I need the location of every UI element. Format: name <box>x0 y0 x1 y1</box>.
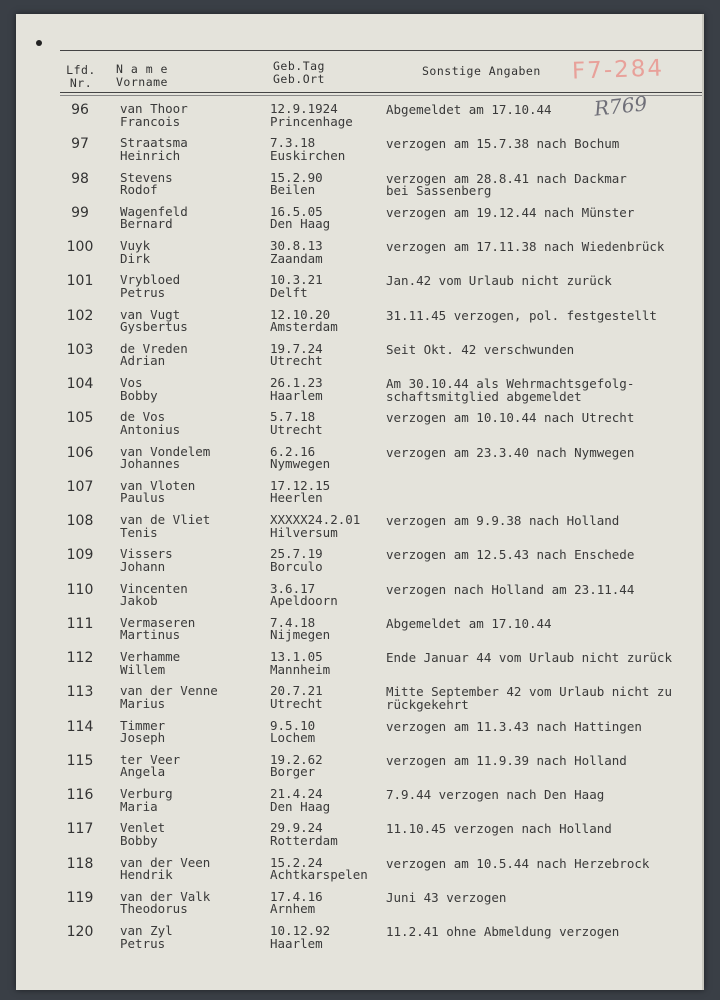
row-number: 98 <box>71 170 89 187</box>
surname: ter Veer <box>120 751 181 767</box>
name-cell <box>120 240 150 265</box>
name-cell <box>120 477 196 506</box>
punch-hole <box>36 40 42 46</box>
given-name: Bernard <box>120 216 173 232</box>
given-name: Jakob <box>120 593 158 608</box>
table-row <box>16 410 704 444</box>
note-line-1: Abgemeldet am 17.10.44 <box>386 615 552 631</box>
surname: van der Veen <box>120 854 211 870</box>
birth-cell <box>270 477 331 506</box>
notes-cell <box>386 341 575 357</box>
birth-date: 16.5.05 <box>270 203 323 219</box>
note-line-1: Ende Januar 44 vom Urlaub nicht zurück <box>386 650 672 665</box>
row-number: 102 <box>66 307 94 324</box>
table-row <box>16 821 704 855</box>
table-row <box>16 856 704 890</box>
surname: Vos <box>120 375 143 390</box>
name-cell <box>120 788 173 813</box>
birth-place: Lochem <box>270 730 316 745</box>
name-cell <box>120 203 188 232</box>
birth-place: Nymwegen <box>270 456 331 471</box>
birth-cell <box>270 340 323 369</box>
name-cell <box>120 137 188 162</box>
birth-date: 7.4.18 <box>270 614 316 630</box>
table-row <box>16 616 704 650</box>
given-name: Petrus <box>120 935 166 951</box>
given-name: Angela <box>120 764 166 780</box>
birth-place: Achtkarspelen <box>270 867 368 882</box>
birth-date: 9.5.10 <box>270 717 316 733</box>
birth-place: Zaandam <box>270 250 323 266</box>
note-line-1: 11.10.45 verzogen nach Holland <box>386 821 612 837</box>
name-cell <box>120 925 173 950</box>
birth-date: 25.7.19 <box>270 546 323 562</box>
birth-place: Den Haag <box>270 798 331 814</box>
note-line-1: verzogen am 17.11.38 nach Wiedenbrück <box>386 239 665 254</box>
header-name-line1: N a m e <box>116 62 168 76</box>
handwritten-annotation: R769 <box>592 91 649 121</box>
birth-cell <box>270 169 323 197</box>
row-number: 111 <box>66 615 94 632</box>
note-line-1: 11.2.41 ohne Abmeldung verzogen <box>386 924 620 939</box>
notes-cell <box>386 170 627 198</box>
note-line-1: verzogen am 15.7.38 nach Bochum <box>386 136 620 152</box>
given-name: Martinus <box>120 627 181 643</box>
note-line-1: Abgemeldet am 17.10.44 <box>386 102 552 117</box>
name-cell <box>120 651 180 676</box>
note-line-2: bei Sassenberg <box>386 183 492 198</box>
birth-date: 12.9.1924 <box>270 101 338 116</box>
notes-cell <box>386 378 634 403</box>
notes-cell <box>386 855 650 871</box>
birth-date: 17.12.15 <box>270 477 331 493</box>
birth-date: 20.7.21 <box>270 683 323 699</box>
notes-cell <box>386 789 604 802</box>
header-rule-bottom <box>60 92 702 93</box>
birth-place: Rotterdam <box>270 832 338 848</box>
note-line-1: verzogen am 12.5.43 nach Enschede <box>386 547 635 563</box>
birth-date: 29.9.24 <box>270 820 323 836</box>
surname: van Vloten <box>120 477 196 493</box>
notes-cell <box>386 275 612 288</box>
name-cell <box>120 580 188 608</box>
note-line-1: Juni 43 verzogen <box>386 889 507 905</box>
birth-date: 10.3.21 <box>270 272 323 288</box>
name-cell <box>120 614 196 643</box>
birth-date: 5.7.18 <box>270 409 316 425</box>
notes-cell <box>386 138 619 151</box>
notes-cell <box>386 823 612 836</box>
birth-date: 6.2.16 <box>270 443 316 459</box>
birth-cell <box>270 788 330 813</box>
note-line-1: verzogen am 11.9.39 nach Holland <box>386 752 627 768</box>
surname: van der Venne <box>120 683 218 699</box>
notes-cell <box>386 581 635 597</box>
note-line-1: Am 30.10.44 als Wehrmachtsgefolg- <box>386 376 635 391</box>
birth-cell <box>270 888 323 917</box>
name-cell <box>120 685 218 710</box>
note-line-1: verzogen am 9.9.38 nach Holland <box>386 513 620 528</box>
name-cell <box>120 103 188 128</box>
birth-cell <box>270 751 323 780</box>
row-number: 101 <box>66 273 94 290</box>
birth-cell <box>270 274 323 299</box>
table-row <box>16 650 704 684</box>
birth-cell <box>270 925 330 950</box>
birth-date: 30.8.13 <box>270 238 323 253</box>
birth-cell <box>270 306 338 334</box>
birth-date: 13.1.05 <box>270 649 323 664</box>
birth-place: Nijmegen <box>270 627 331 643</box>
table-row <box>16 445 704 479</box>
birth-cell <box>270 203 331 232</box>
given-name: Bobby <box>120 387 158 403</box>
note-line-1: verzogen nach Holland am 23.11.44 <box>386 581 635 597</box>
birth-place: Amsterdam <box>270 319 338 334</box>
note-line-1: verzogen am 23.3.40 nach Nymwegen <box>386 444 635 460</box>
notes-cell <box>386 515 619 528</box>
table-row <box>16 787 704 821</box>
given-name: Dirk <box>120 250 151 266</box>
row-number: 119 <box>66 889 94 906</box>
notes-cell <box>386 926 619 939</box>
header-birth-line2: Geb.Ort <box>273 72 325 86</box>
row-number: 113 <box>66 684 94 701</box>
notes-cell <box>386 204 635 220</box>
header-name-line2: Vorname <box>116 75 168 89</box>
surname: van Thoor <box>120 101 188 116</box>
surname: van der Valk <box>120 888 211 904</box>
surname: Wagenfeld <box>120 203 188 219</box>
name-cell <box>120 411 180 436</box>
notes-cell <box>386 444 635 460</box>
surname: Straatsma <box>120 135 188 151</box>
header-rule-top <box>60 50 702 51</box>
row-number: 100 <box>66 239 94 255</box>
table-row <box>16 205 704 239</box>
birth-cell <box>270 651 330 676</box>
birth-place: Den Haag <box>270 216 331 232</box>
birth-cell <box>270 580 338 608</box>
note-line-1: verzogen am 10.10.44 nach Utrecht <box>386 410 635 426</box>
table-row <box>16 890 704 924</box>
name-cell <box>120 377 158 402</box>
birth-date: 15.2.24 <box>270 854 323 870</box>
given-name: Johann <box>120 558 166 574</box>
name-cell <box>120 751 181 780</box>
name-cell <box>120 854 211 882</box>
row-number: 107 <box>66 478 94 495</box>
row-number: 99 <box>71 204 89 221</box>
notes-cell <box>386 615 552 631</box>
row-number: 110 <box>66 581 94 598</box>
birth-place: Utrecht <box>270 421 323 437</box>
birth-cell <box>270 137 345 162</box>
surname: Vincenten <box>120 580 188 596</box>
surname: Venlet <box>120 820 166 836</box>
row-number: 115 <box>66 752 94 769</box>
birth-place: Arnhem <box>270 901 316 917</box>
birth-date: 26.1.23 <box>270 375 323 390</box>
birth-place: Borculo <box>270 558 323 574</box>
given-name: Hendrik <box>120 867 173 882</box>
given-name: Maria <box>120 798 158 814</box>
birth-date: 17.4.16 <box>270 888 323 904</box>
name-cell <box>120 306 188 334</box>
surname: Timmer <box>120 717 166 733</box>
table-row <box>16 239 704 273</box>
birth-cell <box>270 614 331 643</box>
note-line-2: rückgekehrt <box>386 696 469 712</box>
birth-cell <box>270 854 368 882</box>
row-number: 109 <box>66 547 94 564</box>
archive-stamp-annotation: F7-284 <box>571 55 665 85</box>
birth-date: 19.7.24 <box>270 340 323 356</box>
birth-date: XXXXX24.2.01 <box>270 512 361 527</box>
given-name: Antonius <box>120 421 181 437</box>
birth-place: Princenhage <box>270 113 353 129</box>
birth-cell <box>270 717 316 745</box>
row-number: 118 <box>66 855 94 872</box>
birth-place: Mannheim <box>270 661 331 677</box>
birth-place: Beilen <box>270 182 316 197</box>
given-name: Marius <box>120 695 166 711</box>
birth-place: Heerlen <box>270 490 323 506</box>
note-line-1: 7.9.44 verzogen nach Den Haag <box>386 787 605 802</box>
surname: Stevens <box>120 169 173 185</box>
birth-cell <box>270 685 323 710</box>
birth-cell <box>270 103 353 128</box>
row-number: 117 <box>66 821 94 838</box>
given-name: Joseph <box>120 730 166 745</box>
name-cell <box>120 514 210 539</box>
given-name: Bobby <box>120 832 158 848</box>
table-row <box>16 924 704 958</box>
birth-cell <box>270 548 323 573</box>
row-number: 112 <box>66 650 94 666</box>
name-cell <box>120 822 165 847</box>
birth-date: 19.2.62 <box>270 751 323 767</box>
notes-cell <box>386 889 507 905</box>
note-line-1: verzogen am 28.8.41 nach Dackmar <box>386 170 627 186</box>
note-line-1: verzogen am 11.3.43 nach Hattingen <box>386 718 642 734</box>
given-name: Theodorus <box>120 901 188 917</box>
surname: van de Vliet <box>120 512 211 527</box>
row-number: 96 <box>71 102 89 118</box>
notes-cell <box>386 412 634 425</box>
birth-place: Utrecht <box>270 695 323 711</box>
table-row <box>16 719 704 753</box>
table-row <box>16 342 704 376</box>
column-header-number <box>58 64 104 90</box>
surname: van Vondelem <box>120 443 211 459</box>
birth-date: 7.3.18 <box>270 135 316 151</box>
row-number: 97 <box>71 136 89 153</box>
table-row <box>16 582 704 616</box>
note-line-1: Jan.42 vom Urlaub nicht zurück <box>386 273 612 289</box>
birth-cell <box>270 377 323 402</box>
notes-cell <box>386 307 657 323</box>
birth-cell <box>270 514 360 539</box>
row-number: 103 <box>66 341 94 358</box>
surname: Verhamme <box>120 649 181 664</box>
table-row <box>16 513 704 547</box>
surname: Vrybloed <box>120 272 181 288</box>
birth-date: 10.12.92 <box>270 923 331 938</box>
birth-date: 15.2.90 <box>270 169 323 185</box>
birth-cell <box>270 240 323 265</box>
table-row <box>16 102 704 136</box>
header-num-line1: Lfd. <box>66 63 96 77</box>
table-row <box>16 479 704 513</box>
birth-date: 21.4.24 <box>270 786 323 801</box>
surname: Vissers <box>120 546 173 562</box>
table-row <box>16 171 704 205</box>
column-header-name <box>116 63 168 89</box>
given-name: Francois <box>120 113 181 129</box>
birth-cell <box>270 822 338 847</box>
birth-place: Delft <box>270 284 308 300</box>
document-page <box>16 14 704 990</box>
column-header-birth <box>273 60 325 86</box>
birth-cell <box>270 443 331 471</box>
table-row <box>16 273 704 307</box>
notes-cell <box>386 686 672 711</box>
birth-place: Borger <box>270 764 316 780</box>
birth-place: Hilversum <box>270 524 338 540</box>
name-cell <box>120 274 180 299</box>
row-number: 105 <box>66 410 94 427</box>
birth-date: 3.6.17 <box>270 580 316 596</box>
name-cell <box>120 169 173 197</box>
name-cell <box>120 443 211 471</box>
birth-place: Apeldoorn <box>270 593 338 608</box>
note-line-1: 31.11.45 verzogen, pol. festgestellt <box>386 307 657 323</box>
birth-place: Haarlem <box>270 935 323 951</box>
header-rule-bottom-double <box>60 95 702 96</box>
note-line-1: verzogen am 10.5.44 nach Herzebrock <box>386 855 650 871</box>
name-cell <box>120 717 166 745</box>
given-name: Gysbertus <box>120 319 188 334</box>
row-number: 120 <box>66 924 94 940</box>
header-birth-line1: Geb.Tag <box>273 59 325 73</box>
column-header-notes: Sonstige Angaben <box>422 64 541 78</box>
table-row <box>16 308 704 342</box>
given-name: Tenis <box>120 524 158 540</box>
birth-place: Utrecht <box>270 353 323 369</box>
note-line-1: verzogen am 19.12.44 nach Münster <box>386 204 635 220</box>
surname: de Vreden <box>120 340 188 356</box>
surname: van Zyl <box>120 923 173 938</box>
notes-cell <box>386 718 642 734</box>
row-number: 106 <box>66 444 94 461</box>
notes-cell <box>386 549 634 562</box>
name-cell <box>120 340 188 369</box>
table-row <box>16 376 704 410</box>
surname: Vuyk <box>120 238 151 253</box>
given-name: Petrus <box>120 284 166 300</box>
table-row <box>16 547 704 581</box>
notes-cell <box>386 241 664 254</box>
row-number: 114 <box>66 718 94 735</box>
name-cell <box>120 548 173 573</box>
note-line-1: Mitte September 42 vom Urlaub nicht zu <box>386 684 672 700</box>
notes-cell <box>386 752 627 768</box>
given-name: Adrian <box>120 353 166 369</box>
surname: Vermaseren <box>120 614 196 630</box>
given-name: Rodof <box>120 182 158 197</box>
surname: Verburg <box>120 786 173 801</box>
table-row <box>16 684 704 718</box>
table-row <box>16 753 704 787</box>
note-line-2: schaftsmitglied abgemeldet <box>386 388 582 404</box>
table-row <box>16 136 704 170</box>
birth-cell <box>270 411 323 436</box>
given-name: Heinrich <box>120 147 181 163</box>
birth-date: 12.10.20 <box>270 306 331 322</box>
notes-cell <box>386 652 672 665</box>
header-num-line2: Nr. <box>69 76 93 90</box>
surname: van Vugt <box>120 306 181 322</box>
given-name: Johannes <box>120 456 181 471</box>
given-name: Paulus <box>120 490 166 506</box>
birth-place: Haarlem <box>270 387 323 403</box>
notes-cell <box>386 104 552 117</box>
note-line-1: Seit Okt. 42 verschwunden <box>386 341 575 357</box>
row-number: 108 <box>66 513 94 529</box>
name-cell <box>120 888 211 917</box>
row-number: 104 <box>66 376 94 392</box>
given-name: Willem <box>120 661 166 677</box>
surname: de Vos <box>120 409 166 425</box>
row-number: 116 <box>66 787 94 803</box>
birth-place: Euskirchen <box>270 147 346 163</box>
